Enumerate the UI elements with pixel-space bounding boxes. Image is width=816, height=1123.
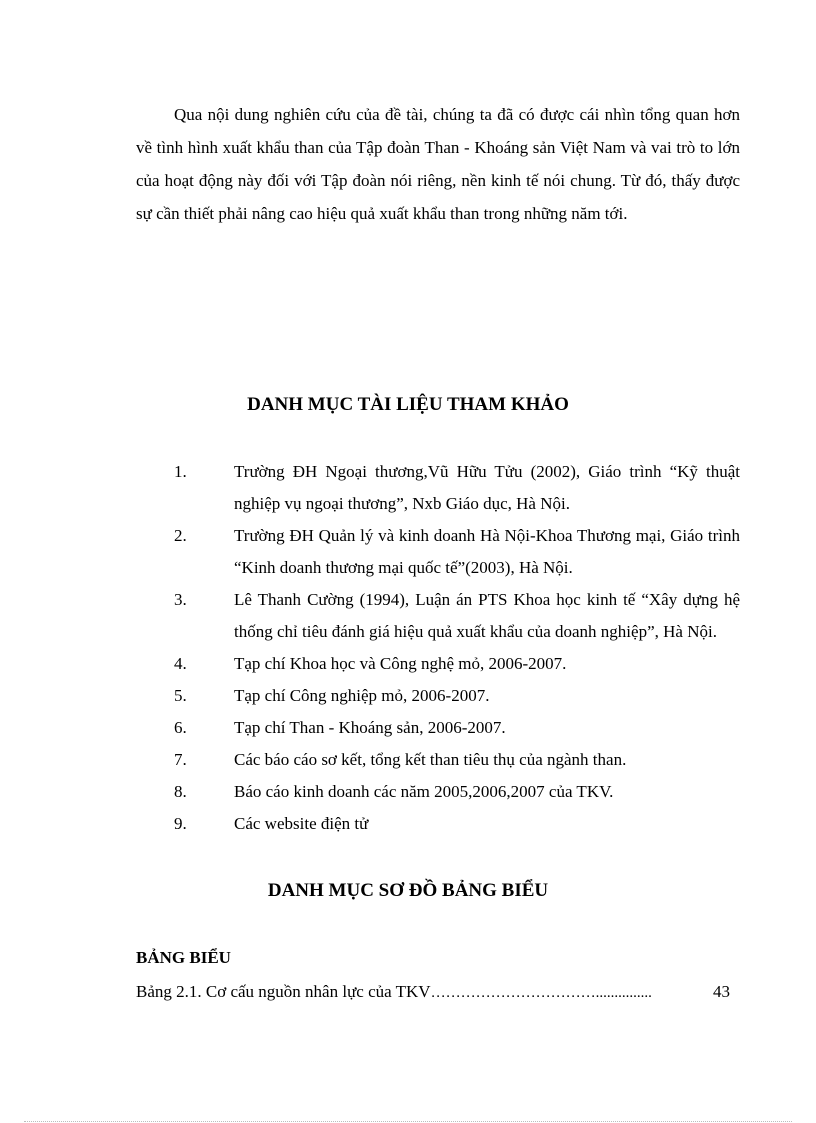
reference-item [0, 456, 816, 520]
reference-text: Tạp chí Khoa học và Công nghệ mỏ, 2006-2007. [234, 654, 567, 673]
toc-entry [136, 982, 730, 1008]
figures-list-title: DANH MỤC SƠ ĐỒ BẢNG BIỂU [267, 880, 549, 901]
intro-paragraph: Qua nội dung nghiên cứu của đề tài, chúng ta đã có được cái nhìn tổng quan hơn về tình hình xuất khẩu than của Tập đoàn Than - Khoáng sản Việt Nam và vai trò to lớn của hoạt động này đối với Tập đoàn nói riêng, nền kinh tế nói chung. Từ đó, thấy được sự cần thiết phải nâng cao hiệu quả xuất khẩu than trong những năm tới. [136, 105, 740, 223]
references-title: DANH MỤC TÀI LIỆU THAM KHẢO [247, 394, 569, 415]
page-bottom-rule [24, 1121, 792, 1122]
reference-number: 9. [174, 814, 187, 833]
reference-number: 5. [174, 686, 187, 705]
reference-item [0, 520, 816, 584]
reference-item [0, 648, 816, 680]
reference-text: Báo cáo kinh doanh các năm 2005,2006,2007 của TKV. [234, 782, 614, 801]
reference-number: 2. [174, 526, 187, 545]
reference-number: 7. [174, 750, 187, 769]
reference-number: 3. [174, 590, 187, 609]
reference-item [0, 680, 816, 712]
reference-item [0, 808, 816, 840]
reference-item [0, 776, 816, 808]
reference-text: Trường ĐH Ngoại thương,Vũ Hữu Tửu (2002), Giáo trình “Kỹ thuật nghiệp vụ ngoại thương”, Nxb Giáo dục, Hà Nội. [234, 462, 740, 513]
toc-entry-label: Bảng 2.1. Cơ cấu nguồn nhân lực của TKV [136, 982, 431, 1001]
reference-text: Các website điện tử [234, 814, 369, 833]
reference-text: Lê Thanh Cường (1994), Luận án PTS Khoa học kinh tế “Xây dựng hệ thống chỉ tiêu đánh giá hiệu quả xuất khẩu của doanh nghiệp”, Hà Nội. [234, 590, 740, 641]
toc-entry-leader: ……………………………............... [430, 985, 652, 1001]
tables-subheading: BẢNG BIỂU [136, 948, 231, 967]
reference-item [0, 712, 816, 744]
reference-list [0, 456, 816, 840]
reference-text: Các báo cáo sơ kết, tổng kết than tiêu thụ của ngành than. [234, 750, 627, 769]
reference-text: Trường ĐH Quản lý và kinh doanh Hà Nội-Khoa Thương mại, Giáo trình “Kinh doanh thương mại quốc tế”(2003), Hà Nội. [234, 526, 740, 577]
reference-number: 6. [174, 718, 187, 737]
reference-text: Tạp chí Công nghiệp mỏ, 2006-2007. [234, 686, 490, 705]
reference-item [0, 744, 816, 776]
reference-item [0, 584, 816, 648]
toc-entry-page: 43 [713, 982, 730, 1001]
reference-number: 8. [174, 782, 187, 801]
reference-number: 1. [174, 462, 187, 481]
reference-number: 4. [174, 654, 187, 673]
reference-text: Tạp chí Than - Khoáng sản, 2006-2007. [234, 718, 506, 737]
